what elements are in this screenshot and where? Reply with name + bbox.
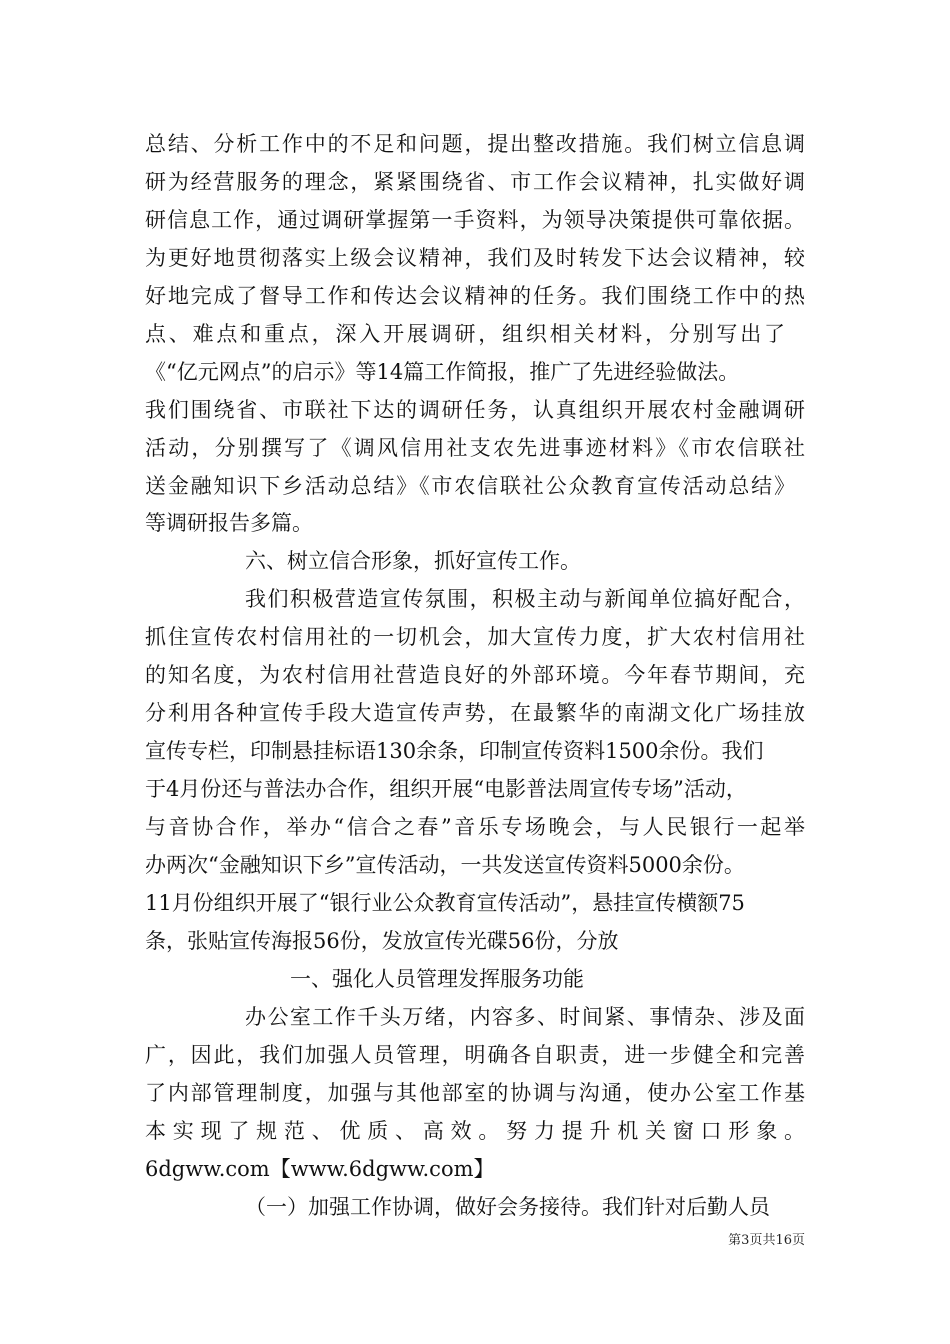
text-line: 好地完成了督导工作和传达会议精神的任务。我们围绕工作中的热 bbox=[145, 284, 805, 308]
text-line: 本实现了规范、优质、高效。努力提升机关窗口形象。 bbox=[145, 1119, 805, 1143]
text-line: 《“亿元网点”的启示》等14篇工作简报，推广了先进经验做法。 bbox=[145, 360, 740, 384]
text-line: 办公室工作千头万绪，内容多、时间紧、事情杂、涉及面 bbox=[245, 1005, 805, 1029]
text-line: （一）加强工作协调，做好会务接待。我们针对后勤人员 bbox=[245, 1195, 770, 1219]
text-line: 研为经营服务的理念，紧紧围绕省、市工作会议精神，扎实做好调 bbox=[145, 170, 805, 194]
text-line: 研信息工作，通过调研掌握第一手资料，为领导决策提供可靠依据。 bbox=[145, 208, 805, 232]
text-line: 条，张贴宣传海报56份，发放宣传光碟56份，分放 bbox=[145, 929, 619, 953]
text-line: 抓住宣传农村信用社的一切机会，加大宣传力度，扩大农村信用社 bbox=[145, 625, 805, 649]
page-footer: 第3页共16页 bbox=[728, 1233, 805, 1248]
text-line: 点、难点和重点，深入开展调研，组织相关材料，分别写出了 bbox=[145, 322, 785, 346]
text-line: 6dgww.com【www.6dgww.com】 bbox=[145, 1157, 495, 1181]
text-line: 等调研报告多篇。 bbox=[145, 511, 313, 535]
text-line: 活动，分别撰写了《调风信用社支农先进事迹材料》《市农信联社 bbox=[145, 436, 805, 460]
text-line: 了内部管理制度，加强与其他部室的协调与沟通，使办公室工作基 bbox=[145, 1081, 805, 1105]
section-heading: 六、树立信合形象，抓好宣传工作。 bbox=[245, 549, 581, 573]
text-line: 的知名度，为农村信用社营造良好的外部环境。今年春节期间，充 bbox=[145, 663, 805, 687]
text-line: 我们围绕省、市联社下达的调研任务，认真组织开展农村金融调研 bbox=[145, 398, 805, 422]
text-line: 办两次“金融知识下乡”宣传活动，一共发送宣传资料5000余份。 bbox=[145, 853, 745, 877]
text-line: 我们积极营造宣传氛围，积极主动与新闻单位搞好配合， bbox=[245, 587, 805, 611]
text-line: 于4月份还与普法办合作，组织开展“电影普法周宣传专场”活动， bbox=[145, 777, 747, 801]
text-line: 送金融知识下乡活动总结》《市农信联社公众教育宣传活动总结》 bbox=[145, 474, 795, 498]
text-line: 宣传专栏，印制悬挂标语130余条，印制宣传资料1500余份。我们 bbox=[145, 739, 764, 763]
text-line: 11月份组织开展了“银行业公众教育宣传活动”，悬挂宣传横额75 bbox=[145, 891, 745, 915]
text-line: 总结、分析工作中的不足和问题，提出整改措施。我们树立信息调 bbox=[145, 132, 805, 156]
text-line: 与音协合作，举办“信合之春”音乐专场晚会，与人民银行一起举 bbox=[145, 815, 805, 839]
text-line: 分利用各种宣传手段大造宣传声势，在最繁华的南湖文化广场挂放 bbox=[145, 701, 805, 725]
section-heading: 一、强化人员管理发挥服务功能 bbox=[290, 967, 584, 991]
text-line: 为更好地贯彻落实上级会议精神，我们及时转发下达会议精神，较 bbox=[145, 246, 805, 270]
text-line: 广，因此，我们加强人员管理，明确各自职责，进一步健全和完善 bbox=[145, 1043, 805, 1067]
